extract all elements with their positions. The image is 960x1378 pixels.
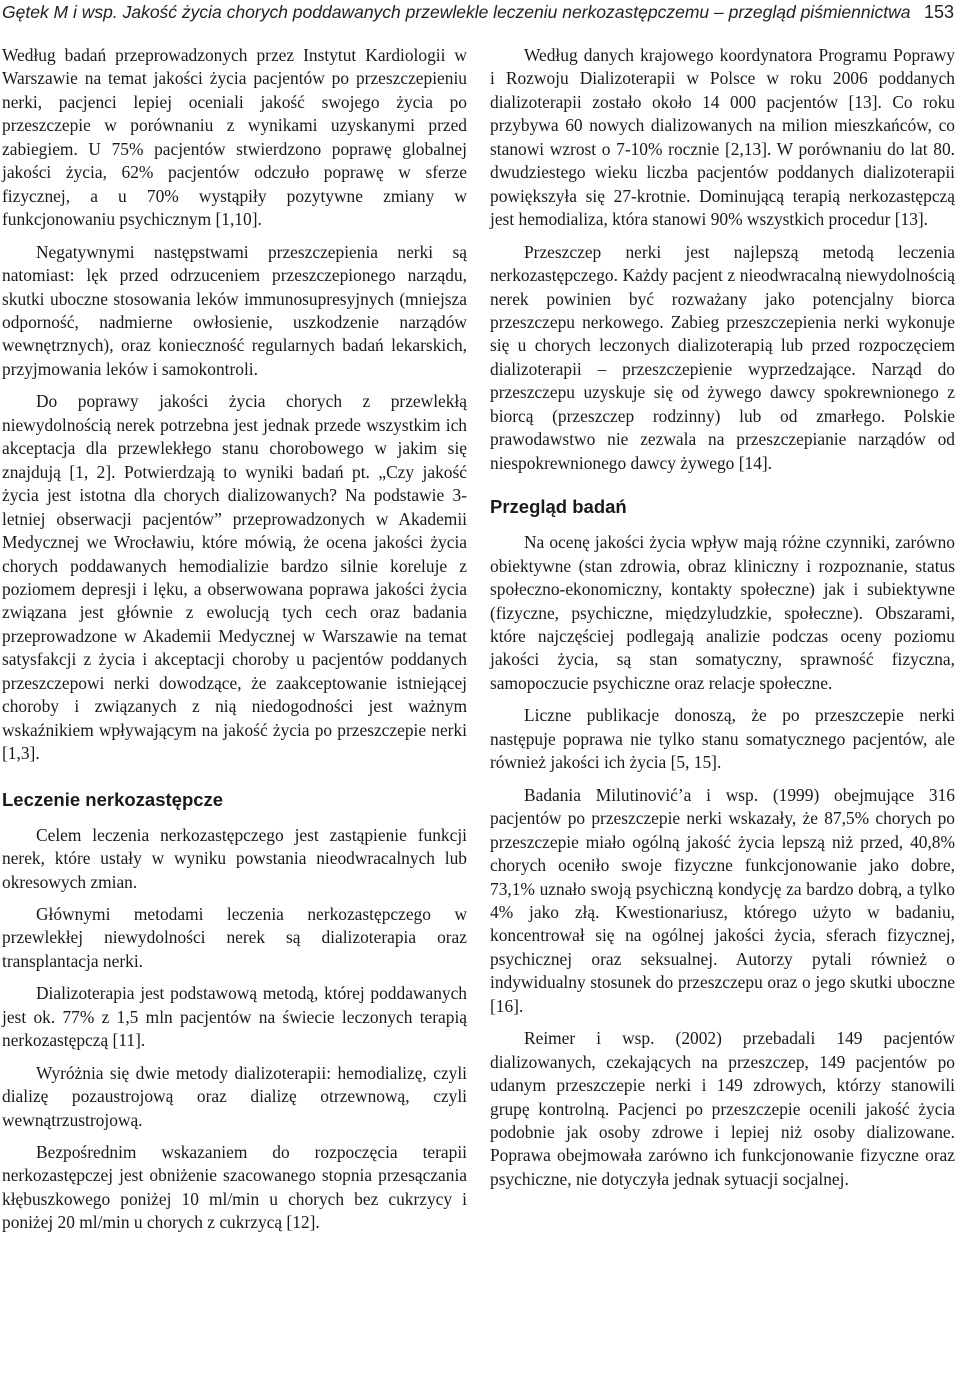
paragraph: Przeszczep nerki jest najlepszą metodą leczenia nerkozastępczego. Każdy pacjent z nieodwracalną niewydolnością nerek powinien być rozważany jako potencjalny biorca przeszczepu nerkowego. Zabieg przeszczepienia nerki wykonuje się u chorych leczonych dializoterapią lub przed rozpoczęciem dializoterapii – przeszczepienie wyprzedzające. Narząd do przeszczepu uzyskuje się od żywego dawcy spokrewnionego z biorcą (przeszczep rodzinny) lub od zmarłego. Polskie prawodawstwo nie zezwala na przeszczepianie narządów od niespokrewnionego dawcy żywego [14]. [490,241,955,473]
paragraph: Według badań przeprowadzonych przez Instytut Kardiologii w Warszawie na temat jakości życia pacjentów po przeszczepieniu nerki, pacjenci lepiej oceniali jakość swojego życia po przeszczepie w porównaniu z wynikami uzyskanymi przed zabiegiem. U 75% pacjentów stwierdzono poprawę globalnej jakości życia, 62% pacjentów odczuło poprawę w sferze fizycznej, a u 70% wystąpiły pozytywne zmiany w funkcjonowaniu psychicznym [1,10]. [2,45,467,230]
paragraph: Reimer i wsp. (2002) przebadali 149 pacjentów dializowanych, czekających na przeszczep, 149 pacjentów po udanym przeszczepie nerki i 149 zdrowych, którzy stanowili grupę kontrolną. Pacjenci po przeszczepie ocenili jakość życia podobnie jak osoby zdrowe i lepiej niż osoby dializowane. Poprawa obejmowała zarówno ich funkcjonowanie fizyczne oraz psychiczne, nie dotyczyła jednak sytuacji socjalnej. [490,1028,955,1189]
running-header [0,2,960,28]
paragraph: Negatywnymi następstwami przeszczepienia nerki są natomiast: lęk przed odrzuceniem przeszczepionego narządu, skutki uboczne stosowania leków immunosupresyjnych (mniejsza odporność, nadmierne owłosienie, uszkodzenie narządów wewnętrznych), oraz konieczność regularnych badań lekarskich, przyjmowania leków i samokontroli. [2,241,467,379]
paragraph: Celem leczenia nerkozastępczego jest zastąpienie funkcji nerek, które ustały w wyniku powstania nieodwracalnych lub okresowych zmian. [2,824,467,892]
paragraph: Wyróżnia się dwie metody dializoterapii: hemodializę, czyli dializę pozaustrojową oraz dializę otrzewnową, czyli wewnątrzustrojową. [2,1062,467,1130]
paragraph: Dializoterapia jest podstawową metodą, której poddawanych jest ok. 77% z 1,5 mln pacjentów na świecie leczonych terapią nerkozastępczą [11]. [2,983,467,1051]
right-column [490,44,955,1200]
section-heading-leczenie: Leczenie nerkozastępcze [2,788,224,810]
paragraph: Do poprawy jakości życia chorych z przewlekłą niewydolnością nerek potrzebna jest jednak przede wszystkim ich akceptacja dla przewlekłego stanu chorobowego w jakim się znajdują [1, 2]. Potwierdzają to wyniki badań pt. „Czy jakość życia jest istotna dla chorych dializowanych? Na podstawie 3-letniej obserwacji pacjentów” przeprowadzonych w Akademii Medycznej we Wrocławiu, które mówią, że ocena jakości życia chorych poddawanych hemodializie bardzo silnie koreluje z poziomem depresji i lęku, a obserwowana poprawa jakości życia związana jest głównie z ewolucją tych cech oraz badania przeprowadzone w Akademii Medycznej w Warszawie na temat satysfakcji z życia i akceptacji choroby u pacjentów poddanych przeszczepowi nerki dowodzące, że zaakceptowanie istniejącej choroby i związanych z nią niedogodności jest ważnym wskaźnikiem wpływającym na jakość życia po przeszczepie nerki [1,3]. [2,391,467,764]
paragraph: Na ocenę jakości życia wpływ mają różne czynniki, zarówno obiektywne (stan zdrowia, obraz kliniczny i rozpoznanie, status społeczno-ekonomiczny, kontakty społeczne) jak i subiektywne (fizyczne, psychiczne, międzyludzkie, społeczne). Obszarami, które najczęściej podlegają analizie podczas oceny poziomu jakości życia, są stan somatyczny, sprawność fizyczna, samopoczucie psychiczne oraz relacje społeczne. [490,532,955,693]
section-heading-przeglad: Przegląd badań [490,496,627,518]
paragraph: Bezpośrednim wskazaniem do rozpoczęcia terapii nerkozastępczej jest obniżenie szacowanego stopnia przesączania kłębuszkowego poniżej 10 ml/min u chorych bez cukrzycy i poniżej 20 ml/min u chorych z cukrzycą [12]. [2,1142,467,1233]
paragraph: Głównymi metodami leczenia nerkozastępczego w przewlekłej niewydolności nerek są dializoterapia oraz transplantacja nerki. [2,903,467,971]
running-title: Gętek M i wsp. Jakość życia chorych poddawanych przewlekle leczeniu nerkozastępczemu – przegląd piśmiennictwa [2,2,911,22]
left-column [2,44,467,1244]
page-number: 153 [923,2,954,22]
paragraph: Liczne publikacje donoszą, że po przeszczepie nerki następuje poprawa nie tylko stanu somatycznego pacjentów, ale również jakości ich życia [5, 15]. [490,705,955,773]
paragraph: Według danych krajowego koordynatora Programu Poprawy i Rozwoju Dializoterapii w Polsce w roku 2006 poddanych dializoterapii zostało około 14 000 pacjentów [13]. Co roku przybywa 60 nowych dializowanych na milion mieszkańców, co stanowi wzrost o 7-10% rocznie [2,13]. W porównaniu do lat 80. dwudziestego wieku liczba pacjentów poddanych dializoterapii powiększyła się 27-krotnie. Dominującą terapią nerkozastępczą jest hemodializa, która stanowi 90% wszystkich procedur [13]. [490,45,955,230]
paragraph: Badania Milutinović’a i wsp. (1999) obejmujące 316 pacjentów po przeszczepie nerki wskazały, że 87,5% chorych po przeszczepie miało ogólną jakość życia lepszą niż przed, 40,8% chorych oceniło swoje fizyczne funkcjonowanie jako dobre, 73,1% uznało swoją psychiczną kondycję za bardzo dobrą, a tylko 4% jako złą. Kwestionariusz, którego użyto w badaniu, koncentrował się na ogólnej jakości życia, sferach fizycznej, psychicznej oraz seksualnej. Autorzy pytali również o indywidualny stosunek do przeszczepu oraz o jego skutki uboczne [16]. [490,784,955,1016]
